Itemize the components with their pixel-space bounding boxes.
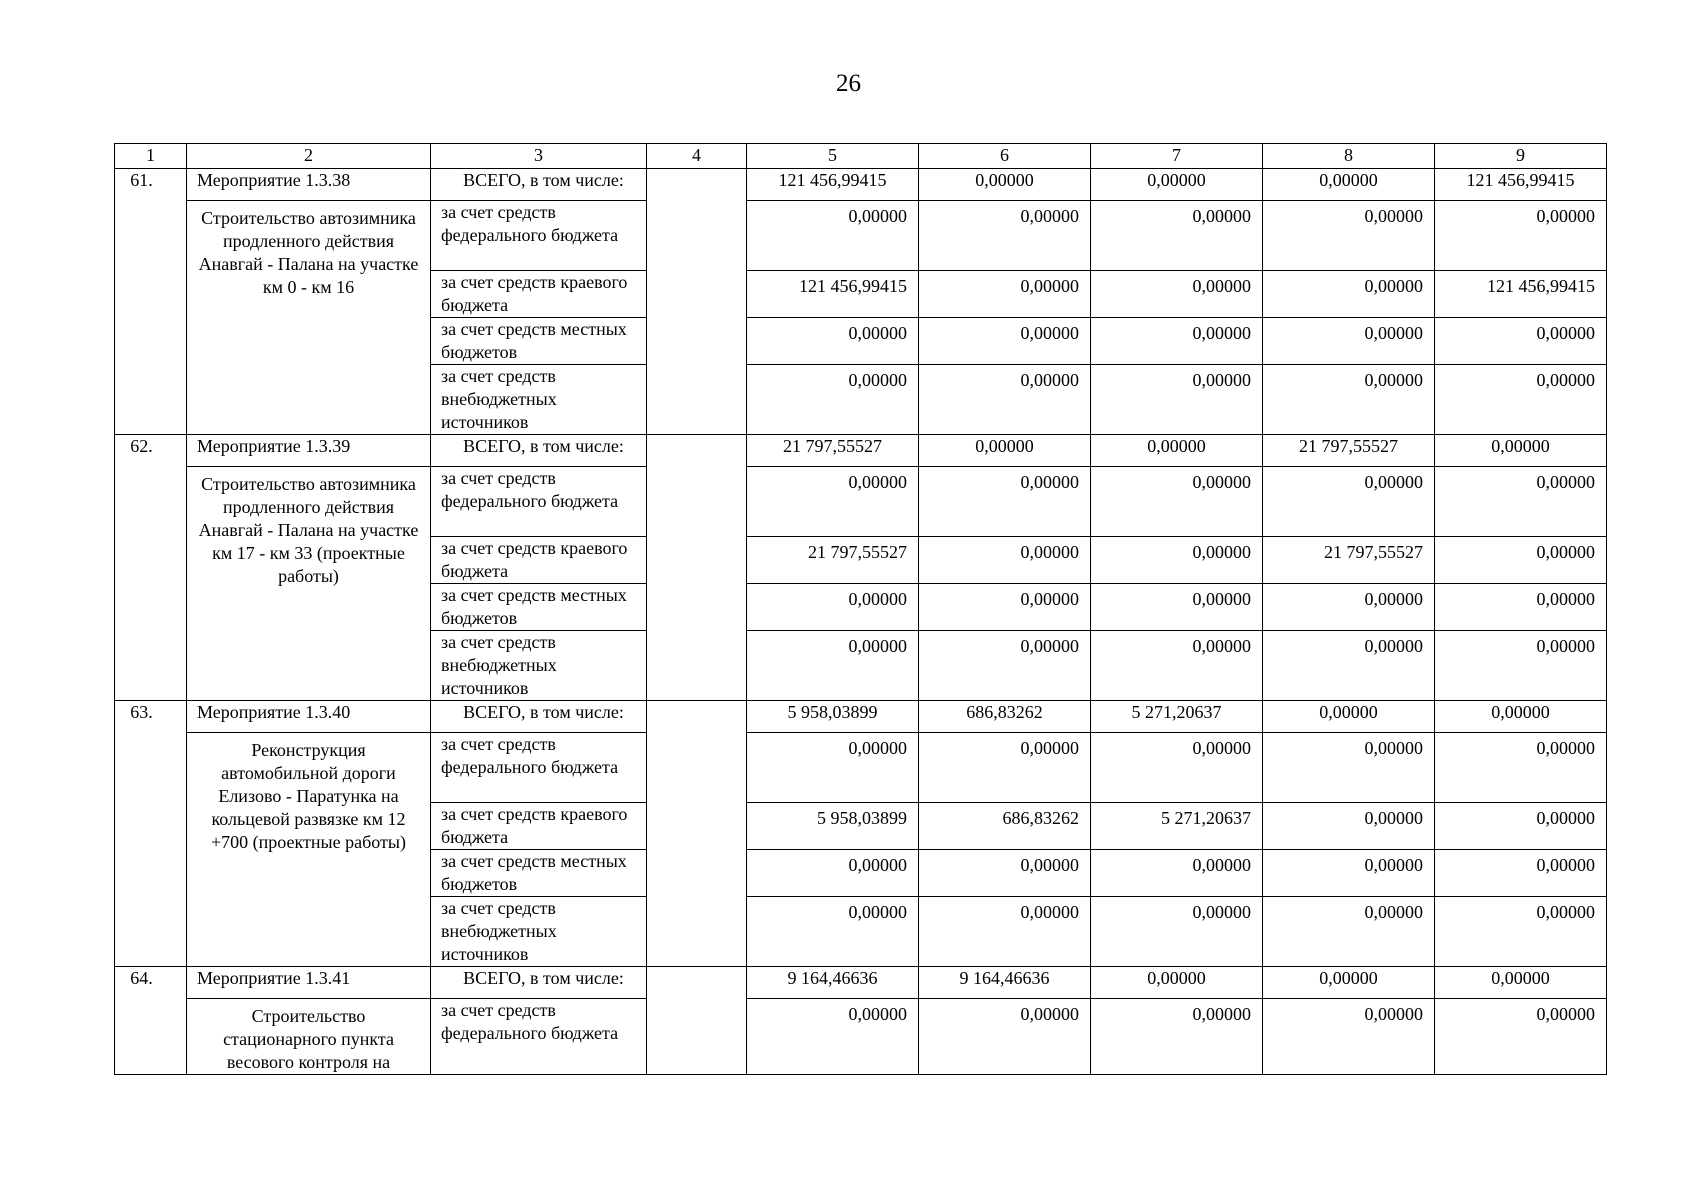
value-cell: 0,00000 — [919, 201, 1091, 271]
value-cell: 0,00000 — [747, 999, 919, 1075]
value-cell: 21 797,55527 — [1263, 435, 1435, 467]
event-description: Строительство стационарного пункта весового контроля на — [187, 999, 431, 1075]
event-number: 62. — [115, 435, 187, 701]
value-cell: 0,00000 — [919, 169, 1091, 201]
value-cell: 0,00000 — [1263, 967, 1435, 999]
header-cell: 7 — [1091, 144, 1263, 169]
value-cell: 0,00000 — [1091, 271, 1263, 318]
source-label-total: ВСЕГО, в том числе: — [431, 967, 647, 999]
source-row-federal — [115, 201, 1607, 271]
source-row-federal — [115, 467, 1607, 537]
source-label-total: ВСЕГО, в том числе: — [431, 435, 647, 467]
source-label-federal: за счет средств федерального бюджета — [431, 999, 647, 1075]
value-cell: 9 164,46636 — [747, 967, 919, 999]
source-label-federal: за счет средств федерального бюджета — [431, 467, 647, 537]
value-cell: 0,00000 — [919, 435, 1091, 467]
value-cell: 0,00000 — [1263, 733, 1435, 803]
event-description: Строительство автозимника продленного действия Анавгай - Палана на участке км 0 - км 16 — [187, 201, 431, 435]
value-cell: 21 797,55527 — [747, 537, 919, 584]
value-cell: 21 797,55527 — [747, 435, 919, 467]
value-cell: 9 164,46636 — [919, 967, 1091, 999]
source-label-local: за счет средств местных бюджетов — [431, 850, 647, 897]
value-cell: 0,00000 — [919, 365, 1091, 435]
event-title: Мероприятие 1.3.38 — [187, 169, 431, 201]
value-cell: 21 797,55527 — [1263, 537, 1435, 584]
value-cell: 0,00000 — [1091, 365, 1263, 435]
source-label-extrabudget: за счет средств внебюджетных источников — [431, 631, 647, 701]
value-cell: 0,00000 — [919, 537, 1091, 584]
value-cell: 0,00000 — [1091, 584, 1263, 631]
value-cell: 0,00000 — [1435, 318, 1607, 365]
value-cell: 0,00000 — [1091, 467, 1263, 537]
header-cell: 5 — [747, 144, 919, 169]
value-cell: 0,00000 — [1435, 701, 1607, 733]
source-label-total: ВСЕГО, в том числе: — [431, 169, 647, 201]
value-cell: 0,00000 — [1435, 467, 1607, 537]
source-label-local: за счет средств местных бюджетов — [431, 318, 647, 365]
source-label-extrabudget: за счет средств внебюджетных источников — [431, 897, 647, 967]
value-cell: 0,00000 — [1435, 631, 1607, 701]
value-cell: 0,00000 — [1091, 967, 1263, 999]
event-col4 — [647, 435, 747, 701]
source-label-regional: за счет средств краевого бюджета — [431, 271, 647, 318]
value-cell: 0,00000 — [1263, 803, 1435, 850]
value-cell: 0,00000 — [919, 733, 1091, 803]
value-cell: 0,00000 — [1435, 897, 1607, 967]
value-cell: 0,00000 — [1091, 999, 1263, 1075]
source-row-federal — [115, 733, 1607, 803]
event-number: 61. — [115, 169, 187, 435]
value-cell: 5 958,03899 — [747, 701, 919, 733]
source-label-federal: за счет средств федерального бюджета — [431, 201, 647, 271]
value-cell: 0,00000 — [1263, 701, 1435, 733]
value-cell: 0,00000 — [1263, 365, 1435, 435]
value-cell: 0,00000 — [747, 584, 919, 631]
value-cell: 0,00000 — [1435, 967, 1607, 999]
event-description: Реконструкция автомобильной дороги Елизово - Паратунка на кольцевой развязке км 12 +700 (проектные работы) — [187, 733, 431, 967]
event-col4 — [647, 169, 747, 435]
value-cell: 0,00000 — [1263, 897, 1435, 967]
value-cell: 0,00000 — [1435, 435, 1607, 467]
value-cell: 0,00000 — [1263, 999, 1435, 1075]
value-cell: 0,00000 — [747, 631, 919, 701]
value-cell: 0,00000 — [1263, 271, 1435, 318]
value-cell: 0,00000 — [747, 897, 919, 967]
value-cell: 0,00000 — [1435, 803, 1607, 850]
value-cell: 0,00000 — [1435, 365, 1607, 435]
event-total-row — [115, 169, 1607, 201]
value-cell: 121 456,99415 — [1435, 271, 1607, 318]
source-label-local: за счет средств местных бюджетов — [431, 584, 647, 631]
event-col4 — [647, 701, 747, 967]
value-cell: 0,00000 — [1091, 201, 1263, 271]
event-description: Строительство автозимника продленного действия Анавгай - Палана на участке км 17 - км 33 (проектные работы) — [187, 467, 431, 701]
value-cell: 0,00000 — [1091, 850, 1263, 897]
value-cell: 0,00000 — [919, 584, 1091, 631]
event-title: Мероприятие 1.3.41 — [187, 967, 431, 999]
value-cell: 121 456,99415 — [1435, 169, 1607, 201]
value-cell: 0,00000 — [747, 318, 919, 365]
source-row-federal — [115, 999, 1607, 1075]
page-number: 26 — [836, 70, 861, 97]
value-cell: 0,00000 — [1091, 537, 1263, 584]
table-header-row — [115, 144, 1607, 169]
value-cell: 0,00000 — [1435, 201, 1607, 271]
value-cell: 0,00000 — [747, 467, 919, 537]
value-cell: 0,00000 — [919, 631, 1091, 701]
value-cell: 121 456,99415 — [747, 271, 919, 318]
value-cell: 0,00000 — [1263, 318, 1435, 365]
event-total-row — [115, 967, 1607, 999]
header-cell: 9 — [1435, 144, 1607, 169]
value-cell: 0,00000 — [1091, 318, 1263, 365]
event-total-row — [115, 701, 1607, 733]
value-cell: 0,00000 — [1091, 733, 1263, 803]
value-cell: 0,00000 — [1263, 850, 1435, 897]
event-title: Мероприятие 1.3.40 — [187, 701, 431, 733]
source-label-regional: за счет средств краевого бюджета — [431, 537, 647, 584]
value-cell: 0,00000 — [1435, 537, 1607, 584]
event-number: 64. — [115, 967, 187, 1075]
value-cell: 686,83262 — [919, 701, 1091, 733]
value-cell: 0,00000 — [1091, 435, 1263, 467]
value-cell: 121 456,99415 — [747, 169, 919, 201]
source-label-total: ВСЕГО, в том числе: — [431, 701, 647, 733]
source-label-federal: за счет средств федерального бюджета — [431, 733, 647, 803]
header-cell: 6 — [919, 144, 1091, 169]
source-label-extrabudget: за счет средств внебюджетных источников — [431, 365, 647, 435]
value-cell: 0,00000 — [1263, 631, 1435, 701]
value-cell: 0,00000 — [747, 850, 919, 897]
value-cell: 0,00000 — [1091, 897, 1263, 967]
event-number: 63. — [115, 701, 187, 967]
budget-table — [114, 143, 1607, 1075]
value-cell: 0,00000 — [747, 365, 919, 435]
value-cell: 0,00000 — [1435, 733, 1607, 803]
value-cell: 0,00000 — [919, 271, 1091, 318]
value-cell: 0,00000 — [1263, 467, 1435, 537]
value-cell: 0,00000 — [1091, 169, 1263, 201]
event-col4 — [647, 967, 747, 1075]
event-title: Мероприятие 1.3.39 — [187, 435, 431, 467]
value-cell: 0,00000 — [919, 467, 1091, 537]
header-cell: 2 — [187, 144, 431, 169]
header-cell: 4 — [647, 144, 747, 169]
header-cell: 3 — [431, 144, 647, 169]
value-cell: 0,00000 — [747, 201, 919, 271]
value-cell: 0,00000 — [1263, 201, 1435, 271]
value-cell: 0,00000 — [919, 318, 1091, 365]
source-label-regional: за счет средств краевого бюджета — [431, 803, 647, 850]
value-cell: 5 271,20637 — [1091, 701, 1263, 733]
value-cell: 0,00000 — [1263, 584, 1435, 631]
value-cell: 0,00000 — [1263, 169, 1435, 201]
value-cell: 0,00000 — [919, 897, 1091, 967]
value-cell: 686,83262 — [919, 803, 1091, 850]
value-cell: 0,00000 — [919, 850, 1091, 897]
value-cell: 0,00000 — [1435, 584, 1607, 631]
value-cell: 5 958,03899 — [747, 803, 919, 850]
value-cell: 0,00000 — [919, 999, 1091, 1075]
value-cell: 5 271,20637 — [1091, 803, 1263, 850]
value-cell: 0,00000 — [747, 733, 919, 803]
header-cell: 8 — [1263, 144, 1435, 169]
header-cell: 1 — [115, 144, 187, 169]
value-cell: 0,00000 — [1435, 850, 1607, 897]
value-cell: 0,00000 — [1435, 999, 1607, 1075]
event-total-row — [115, 435, 1607, 467]
value-cell: 0,00000 — [1091, 631, 1263, 701]
